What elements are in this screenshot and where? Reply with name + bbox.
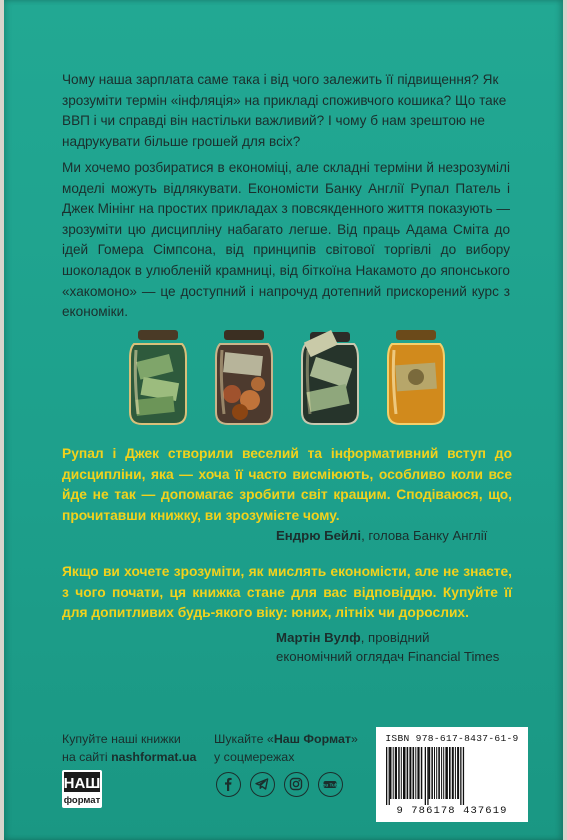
facebook-icon[interactable]	[216, 772, 241, 797]
review-quote-2: Якщо ви хочете зрозуміти, як мислять економісти, але не знаєте, з чого почати, ця книжка стане для вас відповіддю. Купуйте її для допитливих будь-якого віку: юних, літніх чи дорослих.	[62, 564, 512, 621]
buy-books-note	[62, 730, 196, 766]
jar-of-coins-and-banknotes	[210, 328, 278, 426]
description-paragraph-1: Чому наша зарплата саме така і від чого залежить її підвищення? Як зрозуміти термін «інфляція» на прикладі споживчого кошика? Що таке ВВП і чи справді він настільки важливий? І чому б нам зрештою не надрукувати більше грошей для всіх?	[62, 72, 507, 149]
review-author-role-1: , голова Банку Англії	[361, 528, 488, 543]
nash-format-logo	[62, 770, 102, 808]
review-attribution-1	[276, 526, 487, 545]
social-icons	[216, 772, 346, 798]
jar-of-banknotes	[296, 328, 364, 426]
social-brand: Наш Формат	[273, 732, 351, 746]
social-note	[214, 730, 358, 766]
jar-of-dollar-bills	[124, 328, 192, 426]
review-author-2: Мартін Вулф	[276, 630, 361, 645]
review-quote-1: Рупал і Джек створили веселий та інформативний вступ до дисципліни, яка — хоча її часто висміюють, особливо коли все йде не так — допомагає зробити світ кращим. Сподіваюся, що, прочитавши книжку, ви зрозумієте чому.	[62, 446, 512, 523]
review-attribution-2	[276, 628, 506, 666]
buy-line-1: Купуйте наші книжки	[62, 732, 181, 746]
youtube-label: You Tube	[319, 782, 341, 788]
barcode-digits: 9 786178 437619	[396, 805, 508, 817]
logo-bottom-text: формат	[63, 795, 101, 806]
telegram-icon[interactable]	[250, 772, 275, 797]
back-cover	[4, 0, 563, 840]
review-author-role-2: , провідний економічний оглядач Financial Times	[276, 630, 500, 664]
youtube-icon[interactable]	[318, 772, 343, 797]
review-author-1: Ендрю Бейлі	[276, 528, 362, 543]
description-paragraph-2: Ми хочемо розбиратися в економіці, але складні терміни й незрозумілі моделі можуть відлякувати. Економісти Банку Англії Рупал Патель і Джек Мінінг на простих прикладах з повсякденного життя показують — зрозуміти цю дисципліну набагато легше. Від праць Адама Сміта до ідей Гомера Сімпсона, від принципів світової торгівлі до вибору шоколадок в улюбленій крамниці, від біткоїна Накамото до японського «хакомоно» — це доступний і напрочуд дотепний прискорений курс з економіки.	[62, 160, 510, 320]
barcode-block	[376, 727, 528, 822]
logo-top-text: НАШ	[63, 775, 101, 792]
barcode-bars	[384, 747, 520, 805]
isbn-text: ISBN 978-617-8437-61-9	[385, 733, 519, 744]
jar-of-money-amber	[382, 328, 450, 426]
money-jars-illustration	[124, 328, 454, 428]
social-line-2: у соцмережах	[214, 750, 295, 764]
social-prefix: Шукайте «	[214, 732, 274, 746]
buy-line-2: на сайті	[62, 750, 112, 764]
social-suffix: »	[350, 732, 358, 746]
instagram-icon[interactable]	[284, 772, 309, 797]
site-link[interactable]: nashformat.ua	[111, 750, 197, 764]
